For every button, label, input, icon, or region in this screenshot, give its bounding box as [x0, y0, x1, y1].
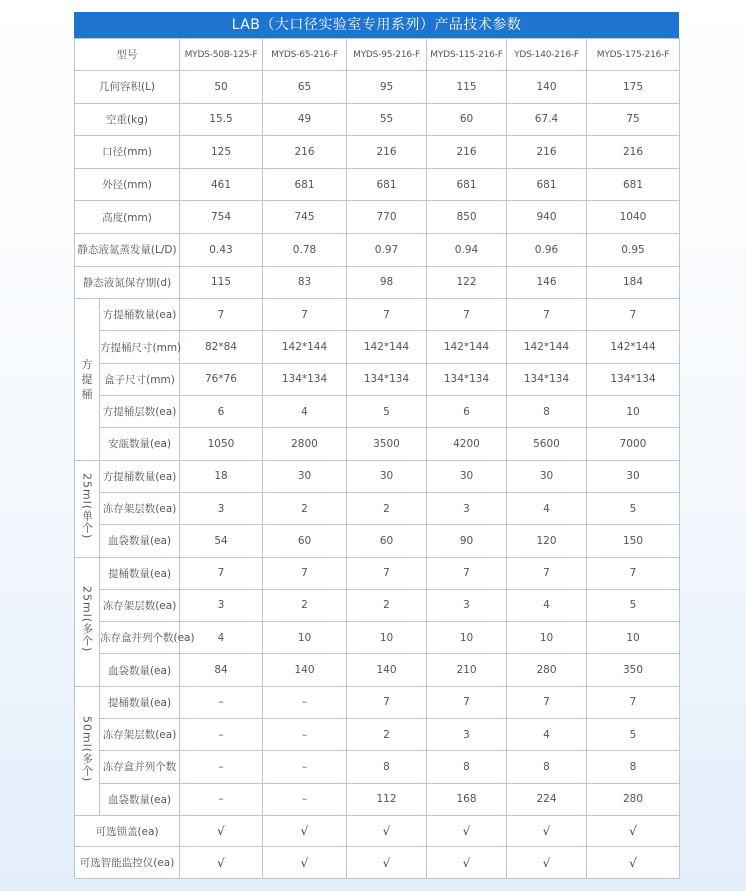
value-cell: 681 — [507, 168, 587, 201]
value-cell: 60 — [263, 525, 347, 557]
value-cell: √ — [263, 815, 347, 847]
value-cell: 7000 — [587, 428, 680, 460]
table-row — [75, 686, 680, 718]
value-cell: – — [180, 719, 263, 751]
value-cell: 4 — [507, 492, 587, 524]
group-label-text: 方提桶 — [81, 357, 93, 401]
value-cell: 82*84 — [180, 331, 263, 363]
row-label: 方提桶尺寸(mm) — [100, 331, 180, 363]
row-label: 可选智能监控仪(ea) — [75, 847, 180, 879]
value-cell: 8 — [427, 751, 507, 783]
table-row — [75, 168, 680, 201]
value-cell: 30 — [587, 460, 680, 492]
value-cell: 770 — [347, 201, 427, 234]
value-cell: 10 — [507, 622, 587, 654]
value-cell: 1050 — [180, 428, 263, 460]
value-cell: 4200 — [427, 428, 507, 460]
value-cell: 216 — [507, 136, 587, 169]
model-header-label: 型号 — [75, 39, 180, 71]
value-cell: 7 — [263, 557, 347, 589]
row-label: 安瓿数量(ea) — [100, 428, 180, 460]
row-label: 口径(mm) — [75, 136, 180, 169]
value-cell: 280 — [587, 783, 680, 815]
value-cell: 134*134 — [507, 363, 587, 395]
value-cell: 55 — [347, 103, 427, 136]
group-label-text: 25ml(单个) — [80, 473, 94, 540]
value-cell: 2 — [347, 492, 427, 524]
value-cell: 754 — [180, 201, 263, 234]
value-cell: 140 — [263, 654, 347, 686]
value-cell: 95 — [347, 71, 427, 104]
value-cell: 745 — [263, 201, 347, 234]
model-name: MYDS-95-216-F — [347, 39, 427, 71]
table-row — [75, 71, 680, 104]
table-row — [75, 428, 680, 460]
value-cell: 30 — [347, 460, 427, 492]
model-name: YDS-140-216-F — [507, 39, 587, 71]
value-cell: 90 — [427, 525, 507, 557]
value-cell: 461 — [180, 168, 263, 201]
value-cell: 49 — [263, 103, 347, 136]
table-row — [75, 363, 680, 395]
row-label: 提桶数量(ea) — [100, 557, 180, 589]
table-row — [75, 201, 680, 234]
table-row — [75, 136, 680, 169]
value-cell: 0.96 — [507, 233, 587, 266]
value-cell: 120 — [507, 525, 587, 557]
value-cell: 15.5 — [180, 103, 263, 136]
table-row — [75, 751, 680, 783]
value-cell: 134*134 — [427, 363, 507, 395]
value-cell: 850 — [427, 201, 507, 234]
value-cell: 125 — [180, 136, 263, 169]
value-cell: 216 — [347, 136, 427, 169]
value-cell: √ — [427, 815, 507, 847]
value-cell: 5 — [587, 719, 680, 751]
group-50ml-multi-label — [75, 686, 100, 815]
value-cell: 681 — [347, 168, 427, 201]
value-cell: 8 — [507, 751, 587, 783]
value-cell: 3500 — [347, 428, 427, 460]
value-cell: 5 — [587, 492, 680, 524]
value-cell: 7 — [347, 686, 427, 718]
row-label: 静态液氮蒸发量(L/D) — [75, 233, 180, 266]
value-cell: √ — [427, 847, 507, 879]
value-cell: 142*144 — [263, 331, 347, 363]
value-cell: 168 — [427, 783, 507, 815]
value-cell: 0.43 — [180, 233, 263, 266]
value-cell: – — [180, 751, 263, 783]
value-cell: 7 — [180, 299, 263, 331]
value-cell: √ — [507, 847, 587, 879]
table-row — [75, 654, 680, 686]
value-cell: 134*134 — [347, 363, 427, 395]
value-cell: – — [263, 751, 347, 783]
table-row — [75, 103, 680, 136]
value-cell: 7 — [427, 686, 507, 718]
value-cell: 76*76 — [180, 363, 263, 395]
value-cell: 7 — [507, 299, 587, 331]
value-cell: 150 — [587, 525, 680, 557]
value-cell: 0.78 — [263, 233, 347, 266]
value-cell: √ — [180, 847, 263, 879]
value-cell: 75 — [587, 103, 680, 136]
value-cell: 10 — [263, 622, 347, 654]
value-cell: 7 — [587, 557, 680, 589]
table-row — [75, 233, 680, 266]
row-label: 冻存架层数(ea) — [100, 492, 180, 524]
table-row — [75, 557, 680, 589]
value-cell: 10 — [587, 622, 680, 654]
row-label: 方提桶数量(ea) — [100, 460, 180, 492]
row-label: 方提桶层数(ea) — [100, 396, 180, 428]
value-cell: 60 — [427, 103, 507, 136]
value-cell: √ — [587, 815, 680, 847]
table-row — [75, 589, 680, 621]
value-cell: 3 — [427, 492, 507, 524]
value-cell: 65 — [263, 71, 347, 104]
header-row — [75, 39, 680, 71]
value-cell: 0.94 — [427, 233, 507, 266]
value-cell: 216 — [587, 136, 680, 169]
row-label: 冻存盒并列个数(ea) — [100, 622, 180, 654]
value-cell: 5 — [347, 396, 427, 428]
row-label: 静态液氮保存期(d) — [75, 266, 180, 299]
value-cell: 60 — [347, 525, 427, 557]
value-cell: 681 — [587, 168, 680, 201]
value-cell: 146 — [507, 266, 587, 299]
value-cell: 134*134 — [587, 363, 680, 395]
value-cell: 7 — [587, 299, 680, 331]
model-name: MYDS-65-216-F — [263, 39, 347, 71]
row-label: 提桶数量(ea) — [100, 686, 180, 718]
group-25ml-single-label — [75, 460, 100, 557]
value-cell: √ — [263, 847, 347, 879]
row-label: 冻存架层数(ea) — [100, 719, 180, 751]
option-row — [75, 847, 680, 879]
value-cell: 30 — [263, 460, 347, 492]
row-label: 可选锁盖(ea) — [75, 815, 180, 847]
value-cell: 115 — [180, 266, 263, 299]
spec-table — [74, 38, 680, 879]
row-label: 冻存架层数(ea) — [100, 589, 180, 621]
value-cell: 175 — [587, 71, 680, 104]
value-cell: 142*144 — [427, 331, 507, 363]
table-row — [75, 396, 680, 428]
value-cell: 5600 — [507, 428, 587, 460]
value-cell: 84 — [180, 654, 263, 686]
value-cell: 4 — [180, 622, 263, 654]
value-cell: 184 — [587, 266, 680, 299]
row-label: 血袋数量(ea) — [100, 654, 180, 686]
value-cell: 7 — [427, 299, 507, 331]
value-cell: 940 — [507, 201, 587, 234]
value-cell: 7 — [507, 686, 587, 718]
value-cell: 50 — [180, 71, 263, 104]
value-cell: 0.97 — [347, 233, 427, 266]
spec-table-panel — [74, 12, 679, 879]
value-cell: 7 — [347, 557, 427, 589]
value-cell: 7 — [347, 299, 427, 331]
value-cell: 216 — [263, 136, 347, 169]
value-cell: 6 — [180, 396, 263, 428]
value-cell: 8 — [587, 751, 680, 783]
table-row — [75, 331, 680, 363]
value-cell: 1040 — [587, 201, 680, 234]
group-25ml-multi-label — [75, 557, 100, 686]
value-cell: √ — [180, 815, 263, 847]
value-cell: √ — [347, 847, 427, 879]
table-row — [75, 266, 680, 299]
value-cell: – — [263, 719, 347, 751]
value-cell: 2800 — [263, 428, 347, 460]
value-cell: 3 — [427, 589, 507, 621]
table-title: LAB（大口径实验室专用系列）产品技术参数 — [74, 12, 679, 38]
table-row — [75, 783, 680, 815]
value-cell: 122 — [427, 266, 507, 299]
value-cell: 681 — [263, 168, 347, 201]
value-cell: – — [263, 686, 347, 718]
value-cell: 142*144 — [347, 331, 427, 363]
value-cell: 6 — [427, 396, 507, 428]
row-label: 冻存盒并列个数 — [100, 751, 180, 783]
value-cell: 3 — [180, 492, 263, 524]
value-cell: √ — [507, 815, 587, 847]
row-label: 几何容积(L) — [75, 71, 180, 104]
value-cell: 681 — [427, 168, 507, 201]
value-cell: 67.4 — [507, 103, 587, 136]
value-cell: 142*144 — [507, 331, 587, 363]
table-row — [75, 299, 680, 331]
table-row — [75, 460, 680, 492]
value-cell: – — [180, 686, 263, 718]
value-cell: 2 — [347, 719, 427, 751]
value-cell: 3 — [180, 589, 263, 621]
value-cell: 8 — [347, 751, 427, 783]
value-cell: 98 — [347, 266, 427, 299]
row-label: 盒子尺寸(mm) — [100, 363, 180, 395]
value-cell: √ — [347, 815, 427, 847]
row-label: 血袋数量(ea) — [100, 525, 180, 557]
group-label-text: 50ml(多个) — [80, 715, 94, 782]
value-cell: 142*144 — [587, 331, 680, 363]
value-cell: 134*134 — [263, 363, 347, 395]
value-cell: 216 — [427, 136, 507, 169]
value-cell: 83 — [263, 266, 347, 299]
value-cell: 140 — [347, 654, 427, 686]
row-label: 方提桶数量(ea) — [100, 299, 180, 331]
value-cell: 3 — [427, 719, 507, 751]
model-name: MYDS-50B-125-F — [180, 39, 263, 71]
value-cell: 7 — [507, 557, 587, 589]
value-cell: 18 — [180, 460, 263, 492]
value-cell: – — [180, 783, 263, 815]
model-name: MYDS-115-216-F — [427, 39, 507, 71]
value-cell: 210 — [427, 654, 507, 686]
group-label-text: 25ml(多个) — [80, 586, 94, 653]
table-row — [75, 622, 680, 654]
model-name: MYDS-175-216-F — [587, 39, 680, 71]
table-row — [75, 492, 680, 524]
value-cell: 4 — [507, 589, 587, 621]
option-row — [75, 815, 680, 847]
value-cell: 7 — [263, 299, 347, 331]
value-cell: 4 — [507, 719, 587, 751]
table-row — [75, 525, 680, 557]
value-cell: √ — [587, 847, 680, 879]
value-cell: 115 — [427, 71, 507, 104]
value-cell: 30 — [427, 460, 507, 492]
value-cell: 224 — [507, 783, 587, 815]
value-cell: 54 — [180, 525, 263, 557]
table-row — [75, 719, 680, 751]
row-label: 高度(mm) — [75, 201, 180, 234]
value-cell: 10 — [587, 396, 680, 428]
group-bucket-label — [75, 299, 100, 460]
value-cell: 140 — [507, 71, 587, 104]
value-cell: 0.95 — [587, 233, 680, 266]
value-cell: 4 — [263, 396, 347, 428]
value-cell: 5 — [587, 589, 680, 621]
value-cell: 7 — [587, 686, 680, 718]
row-label: 空重(kg) — [75, 103, 180, 136]
value-cell: 7 — [180, 557, 263, 589]
value-cell: 2 — [347, 589, 427, 621]
row-label: 血袋数量(ea) — [100, 783, 180, 815]
value-cell: 10 — [427, 622, 507, 654]
value-cell: 2 — [263, 589, 347, 621]
value-cell: 30 — [507, 460, 587, 492]
value-cell: 350 — [587, 654, 680, 686]
value-cell: 280 — [507, 654, 587, 686]
value-cell: 10 — [347, 622, 427, 654]
value-cell: 2 — [263, 492, 347, 524]
value-cell: 8 — [507, 396, 587, 428]
value-cell: 7 — [427, 557, 507, 589]
value-cell: 112 — [347, 783, 427, 815]
row-label: 外径(mm) — [75, 168, 180, 201]
value-cell: – — [263, 783, 347, 815]
